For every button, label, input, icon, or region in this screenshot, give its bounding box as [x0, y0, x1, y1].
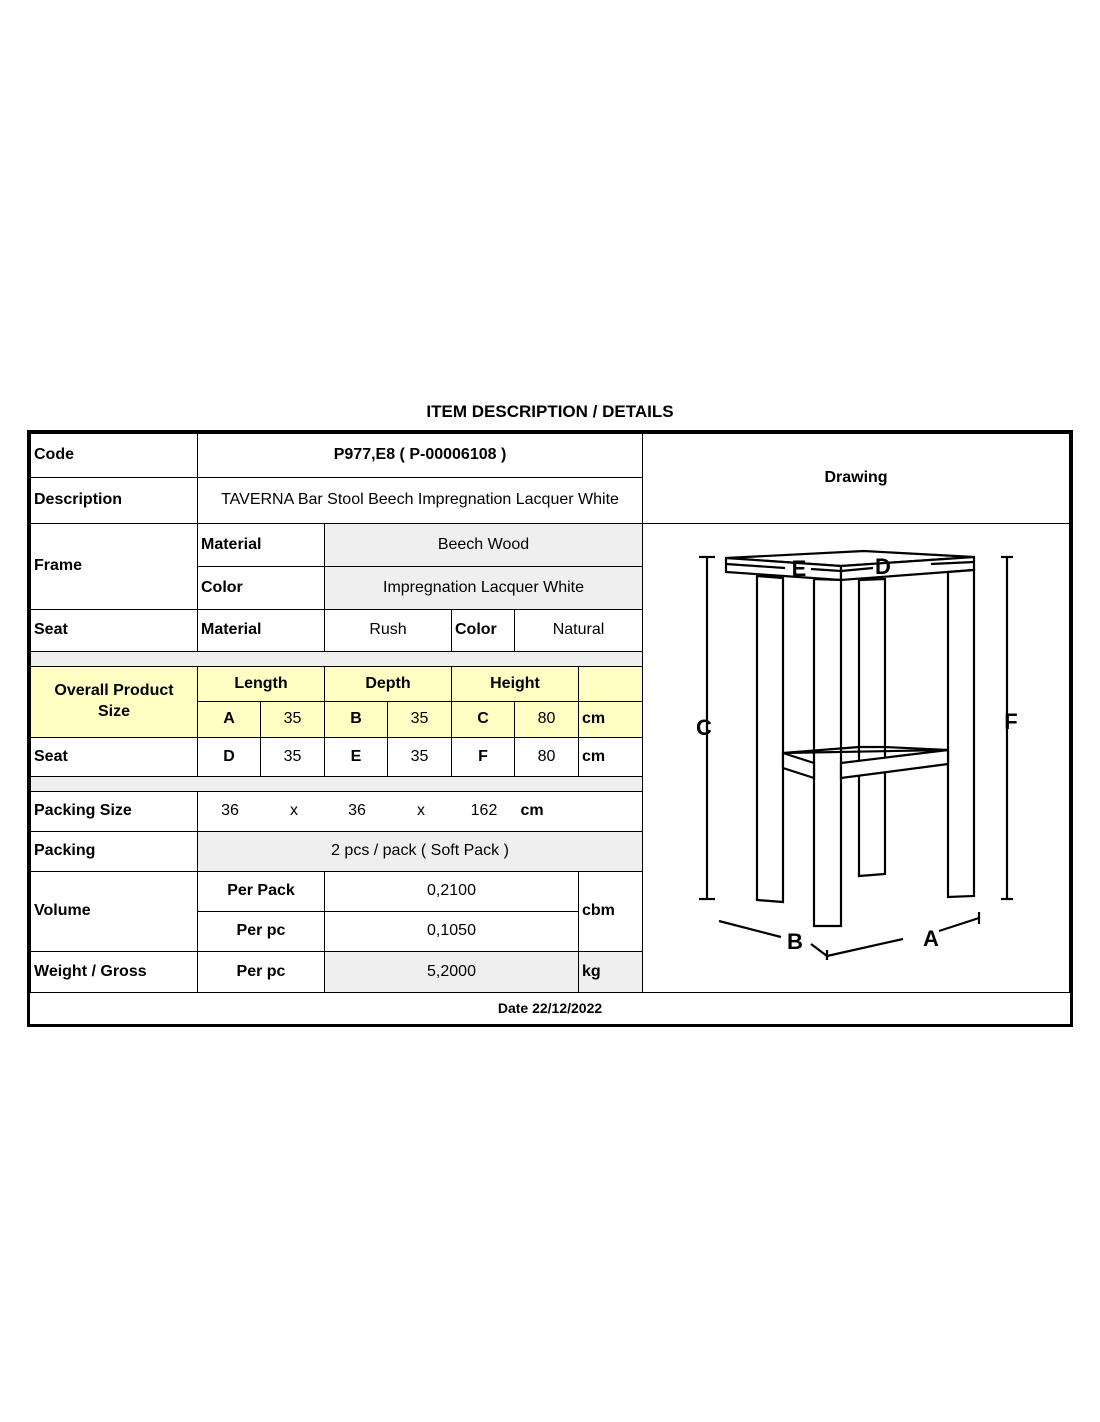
packing-width: 36 [221, 802, 239, 820]
packing-x-2: x [417, 802, 425, 820]
volume-per-pc-value: 0,1050 [324, 911, 579, 952]
frame-color-label: Color [197, 566, 325, 610]
seat-material-label: Material [197, 609, 325, 652]
drawing-label-f: F [1004, 709, 1018, 734]
length-header: Length [197, 666, 325, 702]
packing-value: 2 pcs / pack ( Soft Pack ) [197, 831, 643, 872]
weight-per-pc-label: Per pc [197, 951, 325, 993]
dim-b-value: 35 [387, 701, 452, 738]
volume-unit: cbm [578, 871, 643, 952]
packing-depth: 36 [348, 802, 366, 820]
dim-f-value: 80 [514, 737, 579, 777]
weight-value: 5,2000 [324, 951, 579, 993]
overall-size-label: Overall Product Size [30, 666, 198, 738]
volume-per-pack-label: Per Pack [197, 871, 325, 912]
depth-header: Depth [324, 666, 452, 702]
frame-label: Frame [30, 523, 198, 610]
dim-e-value: 35 [387, 737, 452, 777]
spec-sheet [27, 430, 1073, 1027]
dim-d-label: D [197, 737, 261, 777]
description-value: TAVERNA Bar Stool Beech Impregnation Lacquer White [197, 477, 643, 524]
frame-color-value: Impregnation Lacquer White [324, 566, 643, 610]
packing-size-label: Packing Size [30, 791, 198, 832]
dim-d-value: 35 [260, 737, 325, 777]
dim-f-label: F [451, 737, 515, 777]
packing-label: Packing [30, 831, 198, 872]
weight-label: Weight / Gross [30, 951, 198, 993]
drawing-label-d: D [875, 554, 891, 579]
seat-color-label: Color [451, 609, 515, 652]
code-value: P977,E8 ( P-00006108 ) [197, 433, 643, 478]
drawing-label-b: B [787, 929, 803, 954]
document-title: ITEM DESCRIPTION / DETAILS [426, 402, 674, 421]
unit-header [578, 666, 643, 702]
drawing-label-e: E [791, 556, 807, 581]
packing-x-1: x [290, 802, 298, 820]
weight-unit: kg [578, 951, 643, 993]
drawing-panel [642, 523, 1070, 993]
dim-e-label: E [324, 737, 388, 777]
code-label: Code [30, 433, 198, 478]
spacer-row [30, 776, 643, 792]
spacer-row [30, 651, 643, 667]
volume-per-pack-value: 0,2100 [324, 871, 579, 912]
bar-stool-drawing [643, 524, 1069, 992]
volume-label: Volume [30, 871, 198, 952]
seat-label: Seat [30, 609, 198, 652]
dim-c-label: C [451, 701, 515, 738]
dim-overall-unit: cm [578, 701, 643, 738]
description-label: Description [30, 477, 198, 524]
drawing-label-a: A [923, 926, 939, 951]
dim-b-label: B [324, 701, 388, 738]
seat-material-value: Rush [324, 609, 452, 652]
seat-size-label: Seat [30, 737, 198, 777]
volume-per-pc-label: Per pc [197, 911, 325, 952]
drawing-label-c: C [696, 715, 712, 740]
height-header: Height [451, 666, 579, 702]
frame-material-value: Beech Wood [324, 523, 643, 567]
seat-color-value: Natural [514, 609, 643, 652]
dim-seat-unit: cm [578, 737, 643, 777]
drawing-header: Drawing [642, 433, 1070, 524]
dim-a-value: 35 [260, 701, 325, 738]
date-footer: Date 22/12/2022 [497, 1000, 603, 1016]
frame-material-label: Material [197, 523, 325, 567]
packing-height: 162 [470, 802, 498, 820]
dim-a-label: A [197, 701, 261, 738]
packing-size-unit: cm [520, 802, 544, 820]
dim-c-value: 80 [514, 701, 579, 738]
